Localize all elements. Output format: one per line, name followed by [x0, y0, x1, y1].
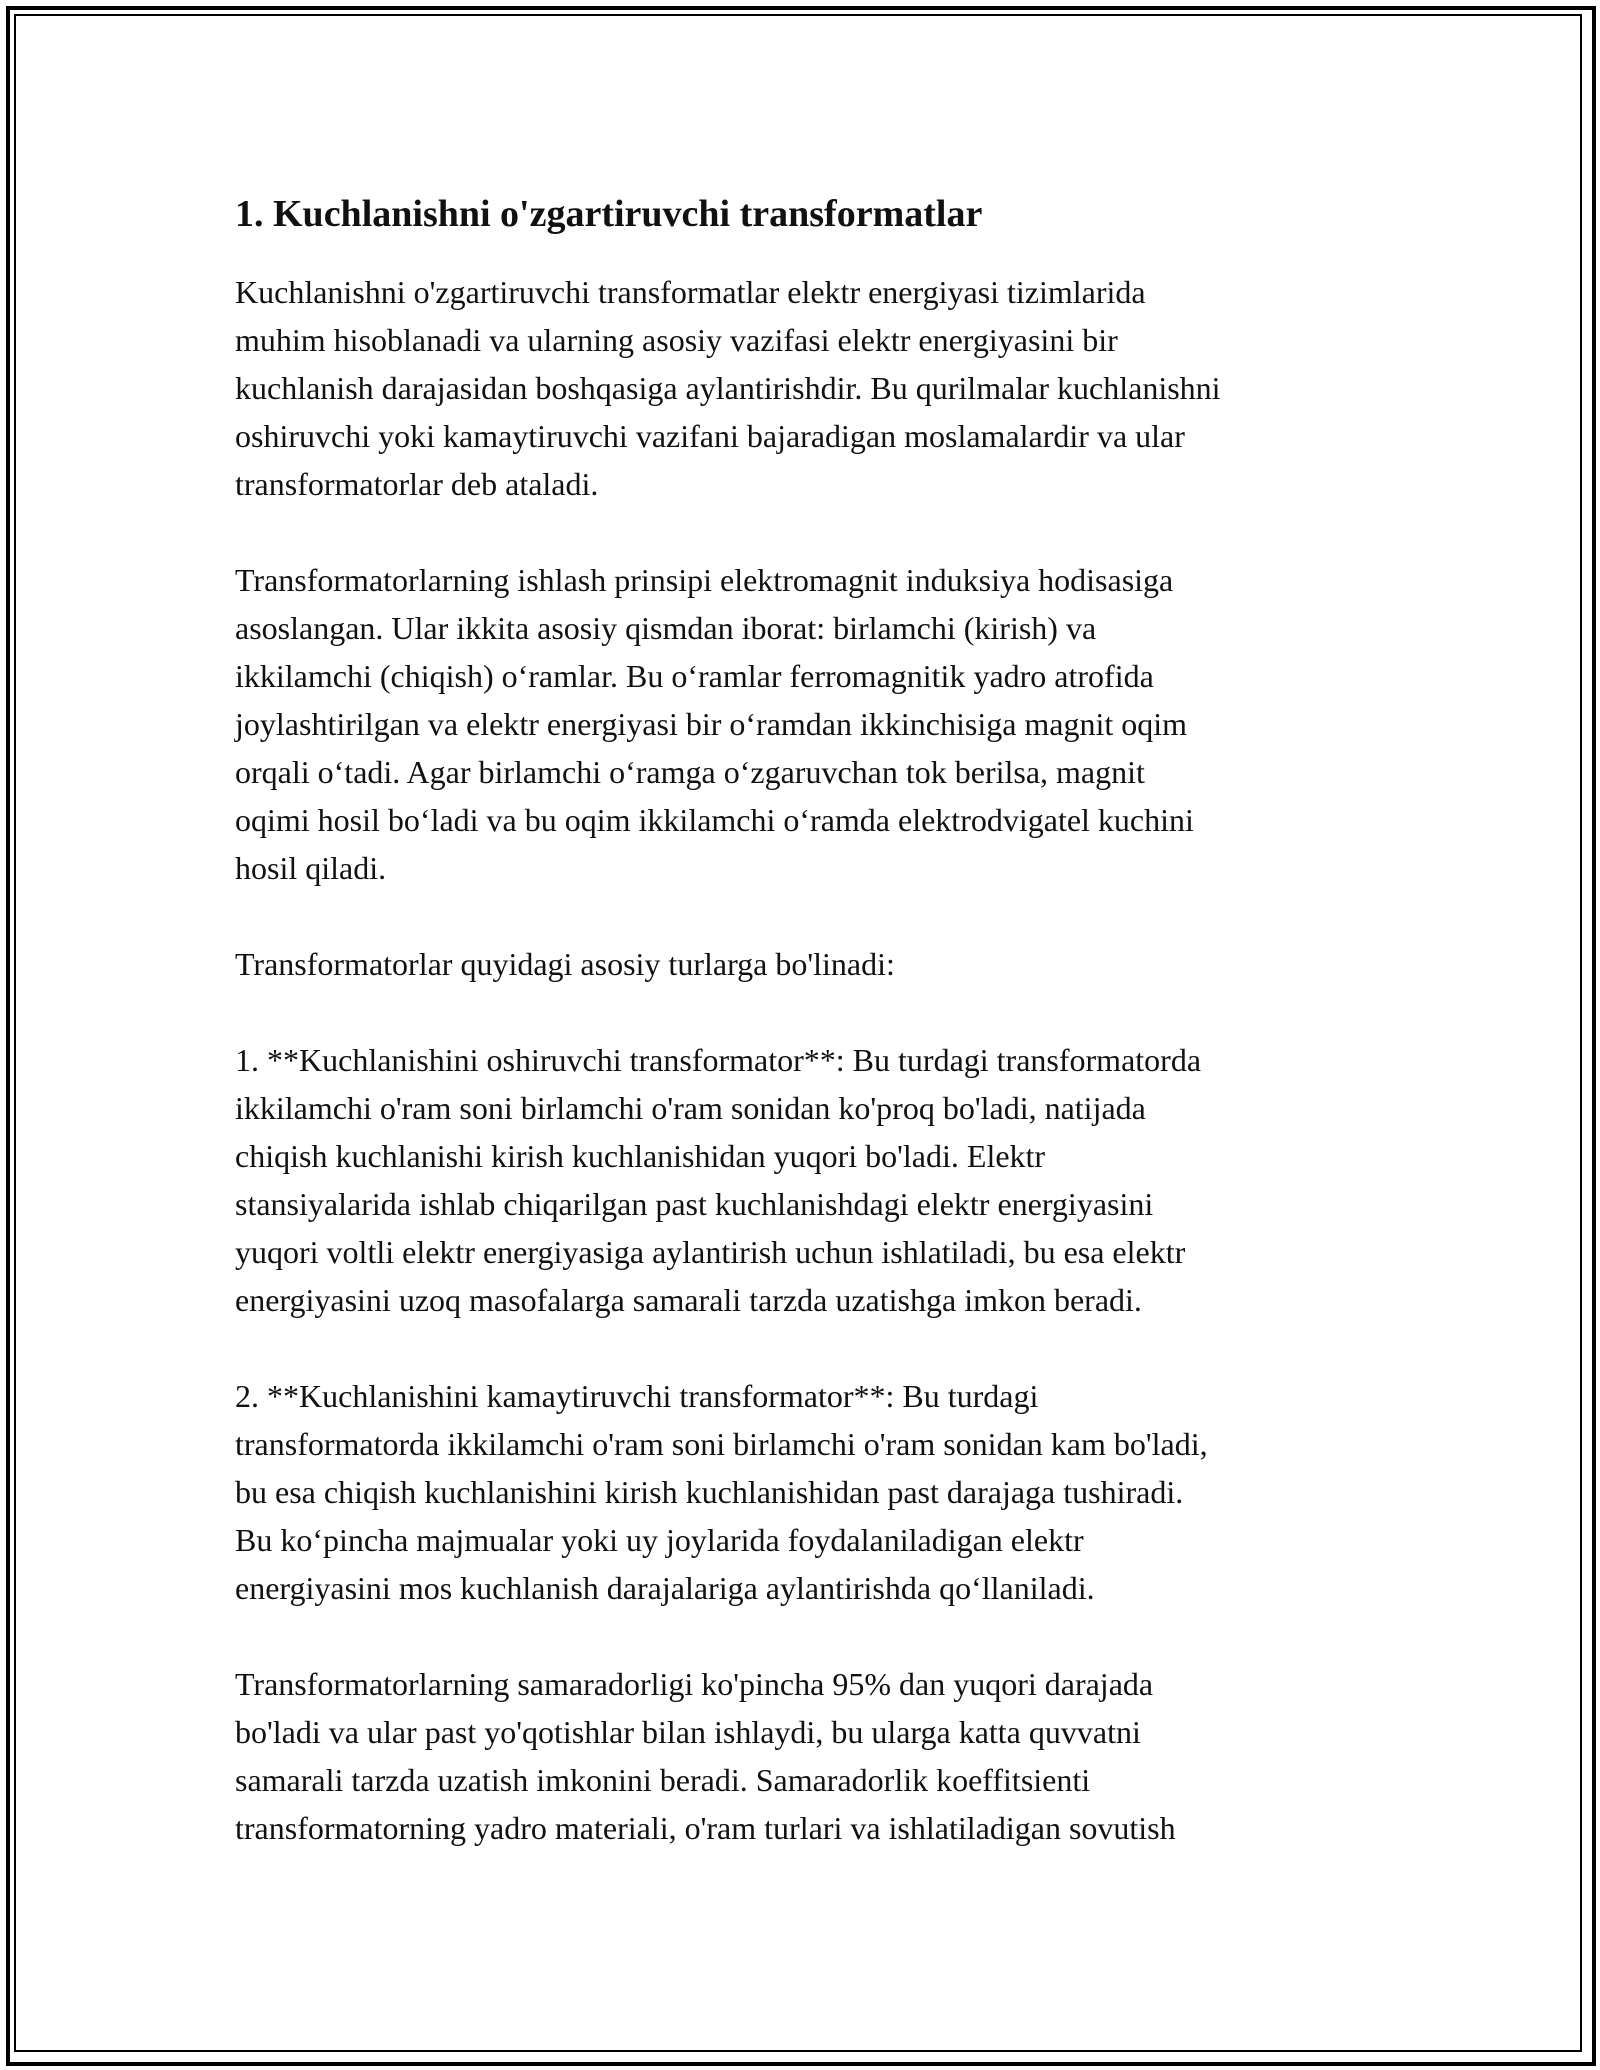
paragraph-step-up [235, 1036, 1375, 1324]
paragraph-efficiency [235, 1660, 1375, 1852]
text-line: Transformatorlar quyidagi asosiy turlarga bo'linadi: [235, 946, 895, 982]
text-line: asoslangan. Ular ikkita asosiy qismdan iborat: birlamchi (kirish) va [235, 610, 1097, 646]
text-line: Kuchlanishni o'zgartiruvchi transformatlar elektr energiyasi tizimlarida [235, 274, 1146, 310]
text-line: ikkilamchi o'ram soni birlamchi o'ram sonidan ko'proq bo'ladi, natijada [235, 1090, 1146, 1126]
text-line: transformatorlar deb ataladi. [235, 466, 599, 502]
text-line: stansiyalarida ishlab chiqarilgan past kuchlanishdagi elektr energiyasini [235, 1186, 1154, 1222]
text-line: Transformatorlarning ishlash prinsipi elektromagnit induksiya hodisasiga [235, 562, 1174, 598]
text-line: yuqori voltli elektr energiyasiga aylantirish uchun ishlatiladi, bu esa elektr [235, 1234, 1186, 1270]
text-line: hosil qiladi. [235, 850, 387, 886]
paragraph-principle [235, 556, 1375, 892]
paragraph-step-down [235, 1372, 1375, 1612]
text-line: transformatorning yadro materiali, o'ram turlari va ishlatiladigan sovutish [235, 1810, 1176, 1846]
paragraph-types-intro [235, 940, 1375, 988]
text-line: kuchlanish darajasidan boshqasiga aylantirishdir. Bu qurilmalar kuchlanishni [235, 370, 1221, 406]
text-line: bu esa chiqish kuchlanishini kirish kuchlanishidan past darajaga tushiradi. [235, 1474, 1184, 1510]
text-line: bo'ladi va ular past yo'qotishlar bilan ishlaydi, bu ularga katta quvvatni [235, 1714, 1141, 1750]
text-line: oshiruvchi yoki kamaytiruvchi vazifani bajaradigan moslamalardir va ular [235, 418, 1185, 454]
text-line: ikkilamchi (chiqish) o‘ramlar. Bu o‘ramlar ferromagnitik yadro atrofida [235, 658, 1154, 694]
text-line: 1. **Kuchlanishini oshiruvchi transformator**: Bu turdagi transformatorda [235, 1042, 1202, 1078]
text-line: transformatorda ikkilamchi o'ram soni birlamchi o'ram sonidan kam bo'ladi, [235, 1426, 1208, 1462]
text-line: muhim hisoblanadi va ularning asosiy vazifasi elektr energiyasini bir [235, 322, 1118, 358]
text-line: energiyasini uzoq masofalarga samarali tarzda uzatishga imkon beradi. [235, 1282, 1142, 1318]
text-line: Transformatorlarning samaradorligi ko'pincha 95% dan yuqori darajada [235, 1666, 1154, 1702]
text-line: orqali o‘tadi. Agar birlamchi o‘ramga o‘zgaruvchan tok berilsa, magnit [235, 754, 1145, 790]
text-line: chiqish kuchlanishi kirish kuchlanishidan yuqori bo'ladi. Elektr [235, 1138, 1046, 1174]
text-line: oqimi hosil bo‘ladi va bu oqim ikkilamchi o‘ramda elektrodvigatel kuchini [235, 802, 1194, 838]
text-line: 2. **Kuchlanishini kamaytiruvchi transformator**: Bu turdagi [235, 1378, 1039, 1414]
document-body [235, 186, 1375, 1900]
text-line: energiyasini mos kuchlanish darajalariga aylantirishda qo‘llaniladi. [235, 1570, 1095, 1606]
text-line: Bu ko‘pincha majmualar yoki uy joylarida foydalaniladigan elektr [235, 1522, 1084, 1558]
text-line: joylashtirilgan va elektr energiyasi bir o‘ramdan ikkinchisiga magnit oqim [235, 706, 1188, 742]
section-heading: 1. Kuchlanishni o'zgartiruvchi transformatlar [235, 193, 983, 235]
paragraph-intro [235, 268, 1375, 508]
text-line: samarali tarzda uzatish imkonini beradi. Samaradorlik koeffitsienti [235, 1762, 1091, 1798]
